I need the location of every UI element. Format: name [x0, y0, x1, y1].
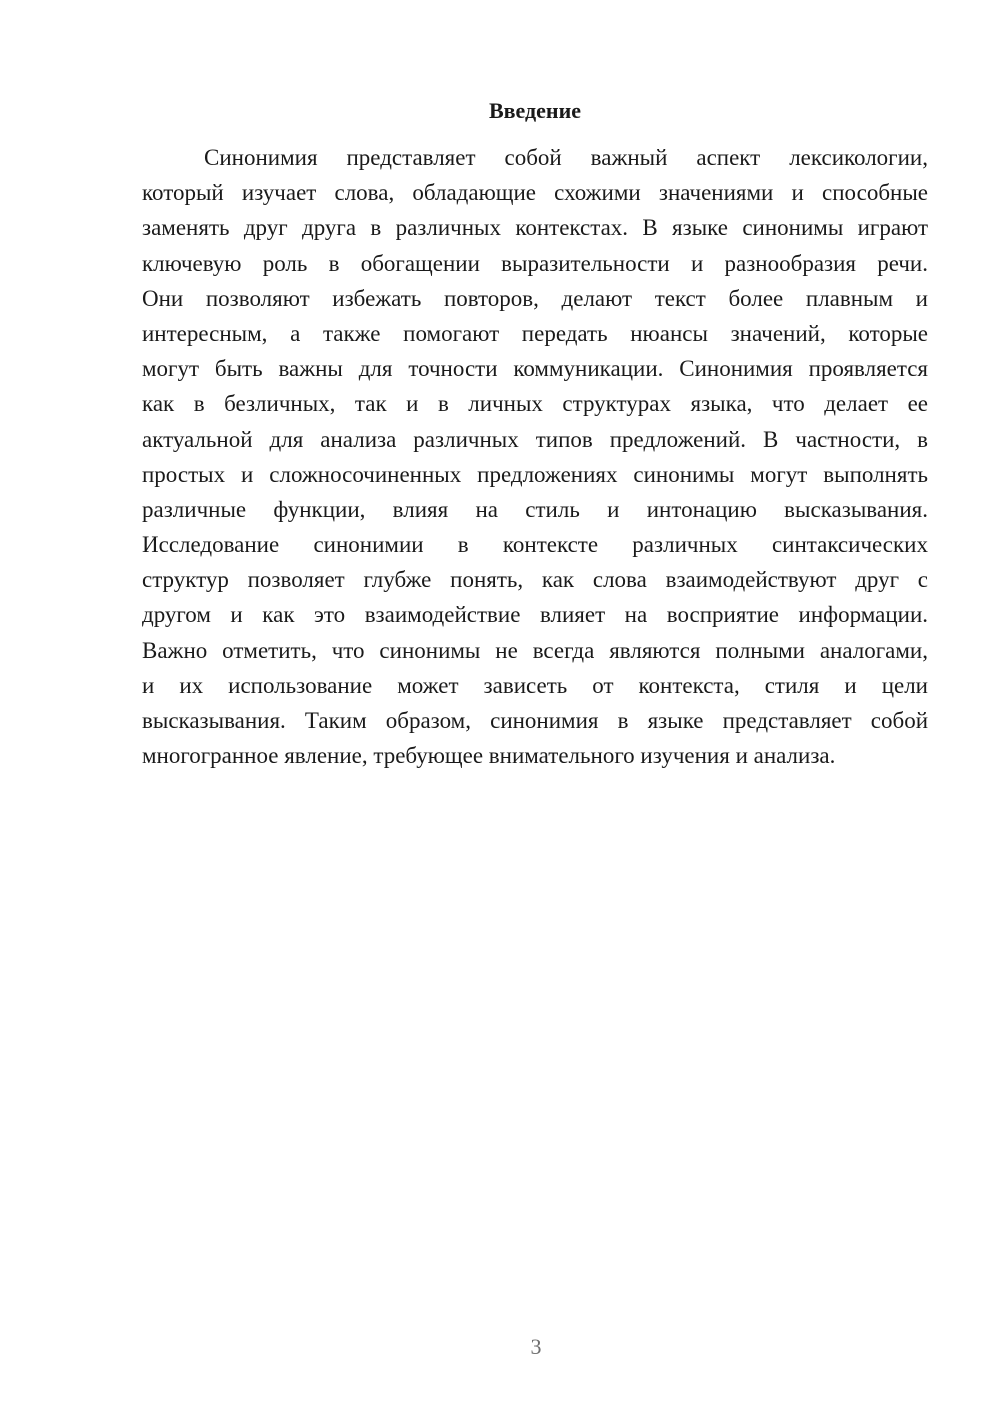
paragraph-line: Исследование синонимии в контексте различных синтаксических	[142, 532, 928, 558]
page-number: 3	[530, 1334, 542, 1359]
paragraph-line: Они позволяют избежать повторов, делают текст более плавным и	[142, 285, 928, 311]
paragraph-line: и их использование может зависеть от контекста, стиля и цели	[142, 672, 928, 698]
paragraph-line: заменять друг друга в различных контекстах. В языке синонимы играют	[142, 215, 928, 241]
paragraph-line: интересным, а также помогают передать нюансы значений, которые	[142, 320, 928, 346]
body-paragraph	[142, 140, 928, 773]
paragraph-line: могут быть важны для точности коммуникации. Синонимия проявляется	[142, 356, 928, 382]
paragraph-line: ключевую роль в обогащении выразительности и разнообразия речи.	[142, 250, 928, 276]
section-heading: Введение	[488, 98, 582, 123]
paragraph-line: Важно отметить, что синонимы не всегда являются полными аналогами,	[142, 637, 928, 663]
paragraph-line: простых и сложносочиненных предложениях синонимы могут выполнять	[142, 461, 928, 487]
paragraph-line: актуальной для анализа различных типов предложений. В частности, в	[142, 426, 928, 452]
paragraph-line: структур позволяет глубже понять, как слова взаимодействуют друг с	[142, 567, 928, 593]
paragraph-line: различные функции, влияя на стиль и интонацию высказывания.	[142, 496, 928, 522]
paragraph-line: который изучает слова, обладающие схожими значениями и способные	[142, 180, 928, 206]
paragraph-line: Синонимия представляет собой важный аспект лексикологии,	[204, 145, 928, 170]
paragraph-line: многогранное явление, требующее внимательного изучения и анализа.	[142, 743, 836, 769]
paragraph-line: другом и как это взаимодействие влияет на восприятие информации.	[142, 602, 928, 628]
paragraph-line: высказывания. Таким образом, синонимия в языке представляет собой	[142, 708, 928, 733]
paragraph-line: как в безличных, так и в личных структурах языка, что делает ее	[142, 391, 928, 417]
